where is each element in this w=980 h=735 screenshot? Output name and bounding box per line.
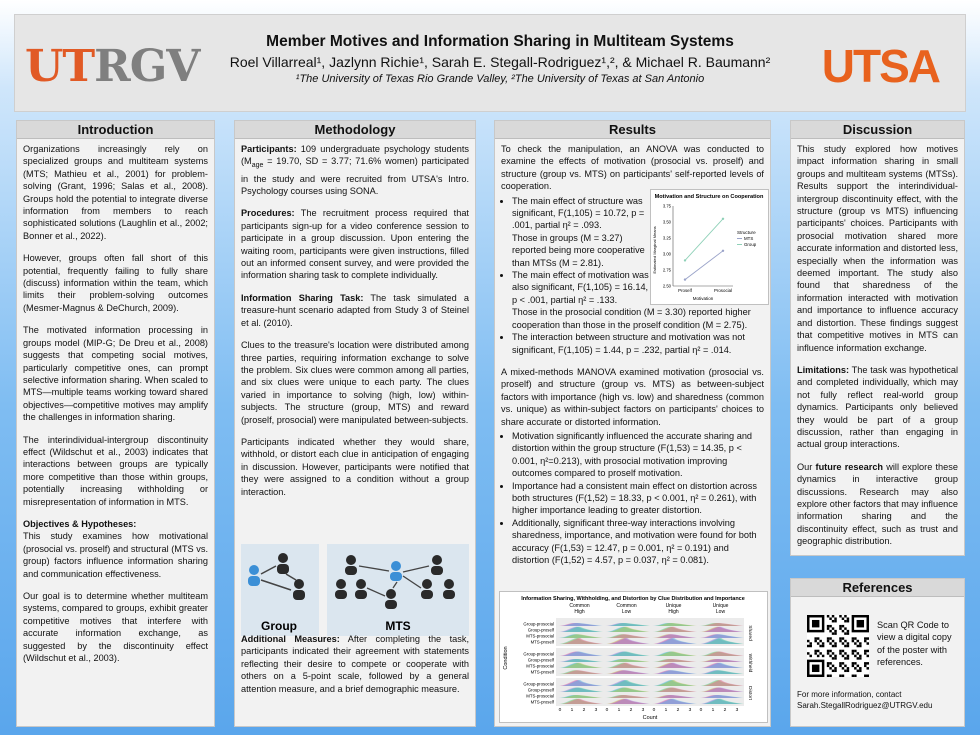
- cooperation-chart-box: [650, 189, 769, 305]
- authors: Roel Villarreal¹, Jazlynn Richie¹, Sarah E. Stegall-Rodriguez¹,², & Michael R. Baumann²: [229, 54, 771, 70]
- chart-title: Motivation and Structure on Cooperation: [654, 194, 764, 200]
- chart-legend-title: Structure: [737, 230, 756, 235]
- methodology-heading: Methodology: [235, 121, 475, 139]
- ridge-title: Information Sharing, Withholding, and Distortion by Clue Distribution and Importance: [521, 596, 745, 602]
- ridge-x-tick: 0: [558, 708, 562, 713]
- procedures-paragraph: Procedures: The recruitment process required that participants sign-up for a video conference session to participate in a group discussion. Upon entering the waiting room, participants were given instructions, filled out an informed consent survey, and were provided the information sharing task to complete individually.: [241, 208, 469, 281]
- ridge-condition-label: MTS-prosocial: [526, 633, 554, 639]
- intro-paragraph-3: The motivated information processing in groups model (MIP-G; De Dreu et al., 2008) suggests that competing social motives, particularly competitive ones, can prompt selective information sharing. When scaled to MTS—multiple teams working toward shared objectives—competitive motives may amplify the challenges in information sharing.: [23, 325, 208, 423]
- qr-code-icon[interactable]: [807, 615, 869, 677]
- ridge-x-tick: 0: [605, 708, 609, 713]
- introduction-panel: [16, 120, 215, 727]
- ridge-column-label: Common: [569, 603, 590, 609]
- ridge-x-tick: 2: [676, 708, 680, 713]
- ridge-x-tick: 0: [652, 708, 656, 713]
- ridge-x-tick: 3: [688, 708, 692, 713]
- y-tick-label: 2.75: [662, 267, 671, 273]
- ridge-column-label: Unique: [665, 603, 682, 609]
- group-mts-figure: [241, 544, 469, 636]
- methodology-panel: [234, 120, 476, 727]
- x-tick-label: Proself: [678, 288, 692, 293]
- series-line-mts: [685, 251, 723, 280]
- result-bullet: • Additionally, significant three-way interactions involving sharedness, importance, and motivation were found for both accuracy (F(1,53) = 12.47, p = 0.001, η² = 0.191) and distortion (F(1,52) = 4.57, p = 0.037, η² = 0.081).: [512, 517, 764, 567]
- ridge-condition-label: MTS-proself: [530, 669, 554, 675]
- participants-paragraph: Participants: 109 undergraduate psychology students ($M_{age} = 19.70$, SD = 3.77; 71.6% women) participated in the study and were recruited from UTSA's Intro. Psychology courses using SONA.: [241, 144, 469, 197]
- ridge-condition-label: Group-proself: [527, 627, 554, 633]
- ridge-column-label: Low: [715, 609, 726, 615]
- intro-paragraph-5: This study examines how motivational (prosocial vs. proself) and structural (MTS vs. group) factors influence information sharing and communication effectiveness.: [23, 531, 208, 579]
- ridge-condition-label: MTS-prosocial: [526, 693, 554, 699]
- introduction-heading: Introduction: [17, 121, 214, 139]
- objectives-heading: Objectives & Hypotheses:: [23, 518, 137, 529]
- ridge-x-tick: 1: [617, 708, 621, 713]
- contact-label: For more information, contact: [797, 690, 902, 699]
- data-point: [684, 259, 686, 261]
- task-paragraph: Information Sharing Task: The task simulated a treasure-hunt scenario adapted from Study 3 of Steinel et al. (2010).: [241, 292, 470, 328]
- references-panel: [790, 578, 965, 727]
- ridge-x-tick: 0: [699, 708, 703, 713]
- manova-list: [501, 430, 764, 566]
- result-bullet: • The main effect of structure was significant, F(1,105) = 10.72, p = .001, partial η² = .093.: [512, 195, 651, 232]
- y-tick-label: 3.50: [662, 219, 671, 225]
- group-figure-label: Group: [261, 619, 297, 633]
- affiliations: ¹The University of Texas Rio Grande Valley, ²The University of Texas at San Antonio: [295, 73, 705, 85]
- ridge-condition-label: Group-prosocial: [523, 621, 554, 627]
- ridge-condition-label: Group-proself: [527, 657, 554, 663]
- data-point: [684, 278, 686, 280]
- ridge-condition-label: MTS-proself: [530, 639, 554, 645]
- ridge-x-tick: 1: [664, 708, 668, 713]
- anova-list-bottom: Those in the prosocial condition (M = 3.30) reported higher cooperation than those in the proself condition (M = 2.75). • The interaction between structure and motivation was not significant, F(1,105) = 1.44, p = .232, partial η² = .014.: [501, 306, 764, 356]
- ridge-column-label: Common: [616, 603, 637, 609]
- ridge-condition-label: MTS-proself: [530, 699, 554, 705]
- y-tick-label: 3.75: [662, 203, 671, 209]
- ridge-x-tick: 1: [570, 708, 574, 713]
- intro-paragraph-6: Our goal is to determine whether multiteam systems, compared to groups, exhibit greater competitive motives that interfere with accurate information exchange, as suggested by the discontinuity effect (Wildschut et al., 2003).: [23, 591, 208, 664]
- ridge-x-tick: 2: [582, 708, 586, 713]
- clues-paragraph: Clues to the treasure's location were distributed among three parties, requiring information exchange to solve the problem. Six clues were common among all parties, and six clues were unique to each party. The clues varied in importance to solving (high, low) within-subjects. The structure (group, MTS) and reward (proself, prosocial) were manipulated between-subjects.: [241, 340, 469, 425]
- utrgv-logo: UTRGV: [25, 41, 200, 92]
- discussion-heading: Discussion: [791, 121, 964, 139]
- ridge-x-tick: 3: [641, 708, 645, 713]
- additional-measures: Additional Measures: After completing the task, participants indicated their agreement with statements reflecting their desire to compete or cooperate with others on a 5-point scale, followed by a general attention measure, and a brief demographic measure.: [241, 634, 469, 694]
- ridge-ylabel: Condition: [503, 646, 509, 670]
- ridge-x-tick: 3: [735, 708, 739, 713]
- mts-figure-label: MTS: [385, 619, 411, 633]
- ridge-row-label: Distort: [747, 686, 752, 700]
- discussion-panel: [790, 120, 965, 556]
- ridge-column-label: Unique: [712, 603, 729, 609]
- intro-paragraph-1: Organizations increasingly rely on specialized groups and multiteam systems (MTS; Mathieu et al., 2001) for problem-solving (Grant, 1996; Salas et al., 2008). Groups hold the potential to integrate diverse information from members to reach sophisticated solutions (Laughlin et al., 2002; Bonner et al., 2022).: [23, 144, 208, 241]
- ridge-column-label: High: [574, 609, 585, 615]
- contact-email[interactable]: Sarah.StegallRodriguez@UTRGV.edu: [797, 701, 933, 710]
- series-line-group: [685, 219, 723, 261]
- data-point: [722, 218, 724, 220]
- cooperation-line-chart: [651, 190, 768, 304]
- limitations-paragraph: Limitations: The task was hypothetical and completed individually, which may not fully reflect real-world group dynamics. Participants only believed they would be part of a group discussion, rather than engaging in actual group interactions.: [797, 364, 958, 450]
- ridge-x-tick: 2: [723, 708, 727, 713]
- chart-xlabel: Motivation: [692, 296, 714, 301]
- ridge-x-tick: 3: [594, 708, 598, 713]
- references-heading: References: [791, 579, 964, 597]
- sharing-ridge-chart: [500, 592, 767, 722]
- result-bullet: • The interaction between structure and motivation was not significant, F(1,105) = 1.44, p = .232, partial η² = .014.: [512, 331, 764, 356]
- intro-paragraph-2: However, groups often fall short of this potential, frequently failing to fully share (discuss) information within the team, which limits their problem-solving outcomes (Mesmer-Magnus & DeChurch, 2009).: [23, 253, 208, 313]
- poster-title: Member Motives and Information Sharing in Multiteam Systems: [266, 33, 734, 50]
- ridge-x-tick: 1: [711, 708, 715, 713]
- y-tick-label: 3.25: [662, 235, 671, 241]
- legend-entry: MTS: [744, 236, 754, 241]
- ridge-condition-label: MTS-prosocial: [526, 663, 554, 669]
- ridge-row-label: Withheld: [747, 653, 752, 673]
- y-tick-label: 2.50: [662, 283, 671, 289]
- discussion-body: [797, 143, 958, 558]
- results-intro: To check the manipulation, an ANOVA was conducted to examine the effects of motivation (prosocial vs. proself) and structure (group vs. MTS) on participants' self-reported levels of cooperation.: [501, 144, 764, 192]
- methodology-body: [241, 143, 469, 508]
- indicate-paragraph: Participants indicated whether they would share, withhold, or distort each clue in anticipation of engaging in discussion. However, participants were notified that they were assigned to a condition without a group interaction.: [241, 436, 469, 497]
- qr-caption: Scan QR Code to view a digital copy of the poster with references.: [877, 620, 952, 668]
- ridge-condition-label: Group-proself: [527, 687, 554, 693]
- data-point: [722, 250, 724, 252]
- legend-entry: Group: [744, 242, 757, 247]
- chart-ylabel: Estimated Marginal Means: [652, 226, 657, 274]
- anova-list-top: • The main effect of structure was significant, F(1,105) = 10.72, p = .001, partial η² = .093. Those in groups (M = 3.27) reported being more cooperative than MTSs (M = 2.81). • The main effect of motivation was also significant, F(1,105) = 16.14, p < .001, partial η² = .133.: [501, 195, 651, 307]
- ridge-column-label: High: [668, 609, 679, 615]
- poster-header: [14, 14, 966, 112]
- ridge-xlabel: Count: [642, 715, 658, 721]
- result-bullet: • Motivation significantly influenced the accurate sharing and distortion within the group structure (F(1,53) = 14.35, p < 0.001, η²=0.213), with prosocial motivation improving outcomes compared to proself motivation.: [512, 430, 764, 480]
- intro-paragraph-4: The interindividual-intergroup discontinuity effect (Wildschut et al., 2003) indicates that interactions between groups are typically more competitive than those within groups, potentially increasing withholding or misrepresentation of information in MTS.: [23, 434, 208, 507]
- ridge-condition-label: Group-prosocial: [523, 681, 554, 687]
- manova-paragraph: A mixed-methods MANOVA examined motivation (prosocial vs. proself) and structure (group vs. MTS) as between-subject factors with importance (high vs. low) and sharedness (common vs. unique) as within-subject factors on participants' choices to share accurate or distorted information.: [501, 366, 764, 427]
- result-bullet: • Importance had a consistent main effect on distortion across both structures (F(1,52) = 18.33, p < 0.001, η² = 0.261), with higher importance leading to greater distortion.: [512, 480, 764, 517]
- result-bullet: • The main effect of motivation was also significant, F(1,105) = 16.14, p < .001, partial η² = .133.: [512, 269, 651, 306]
- y-tick-label: 3.00: [662, 251, 671, 257]
- results-panel: [494, 120, 771, 727]
- ridge-x-tick: 2: [629, 708, 633, 713]
- title-block: [195, 33, 805, 85]
- ridge-condition-label: Group-prosocial: [523, 651, 554, 657]
- sharing-chart-box: [499, 591, 768, 723]
- results-heading: Results: [495, 121, 770, 139]
- ridge-column-label: Low: [621, 609, 632, 615]
- introduction-body: [23, 143, 208, 674]
- x-tick-label: Prosocial: [713, 288, 733, 293]
- future-paragraph: Our future research will explore these dynamics in interactive group discussions. Research may also explore other factors that may influence information sharing and the discontinuity effect, such as trust and geographic distribution.: [797, 461, 958, 547]
- ridge-row-label: Shared: [747, 625, 752, 641]
- utsa-logo: UTSA: [821, 40, 939, 92]
- discussion-paragraph: This study explored how motives impact information sharing in small groups and multiteam systems (MTSs). Results support the interindividual-intergroup discontinuity effect, with the structure (group vs MTS) influencing participants' choices. Participants with prosocial motivation shared more accurate information and distorted less, especially when the information was deemed important. The study also found that sharedness of the information interacted with motivation and importance to influence accuracy and distortion. These findings suggest that competitive motives in MTS can influence information exchange.: [797, 144, 958, 353]
